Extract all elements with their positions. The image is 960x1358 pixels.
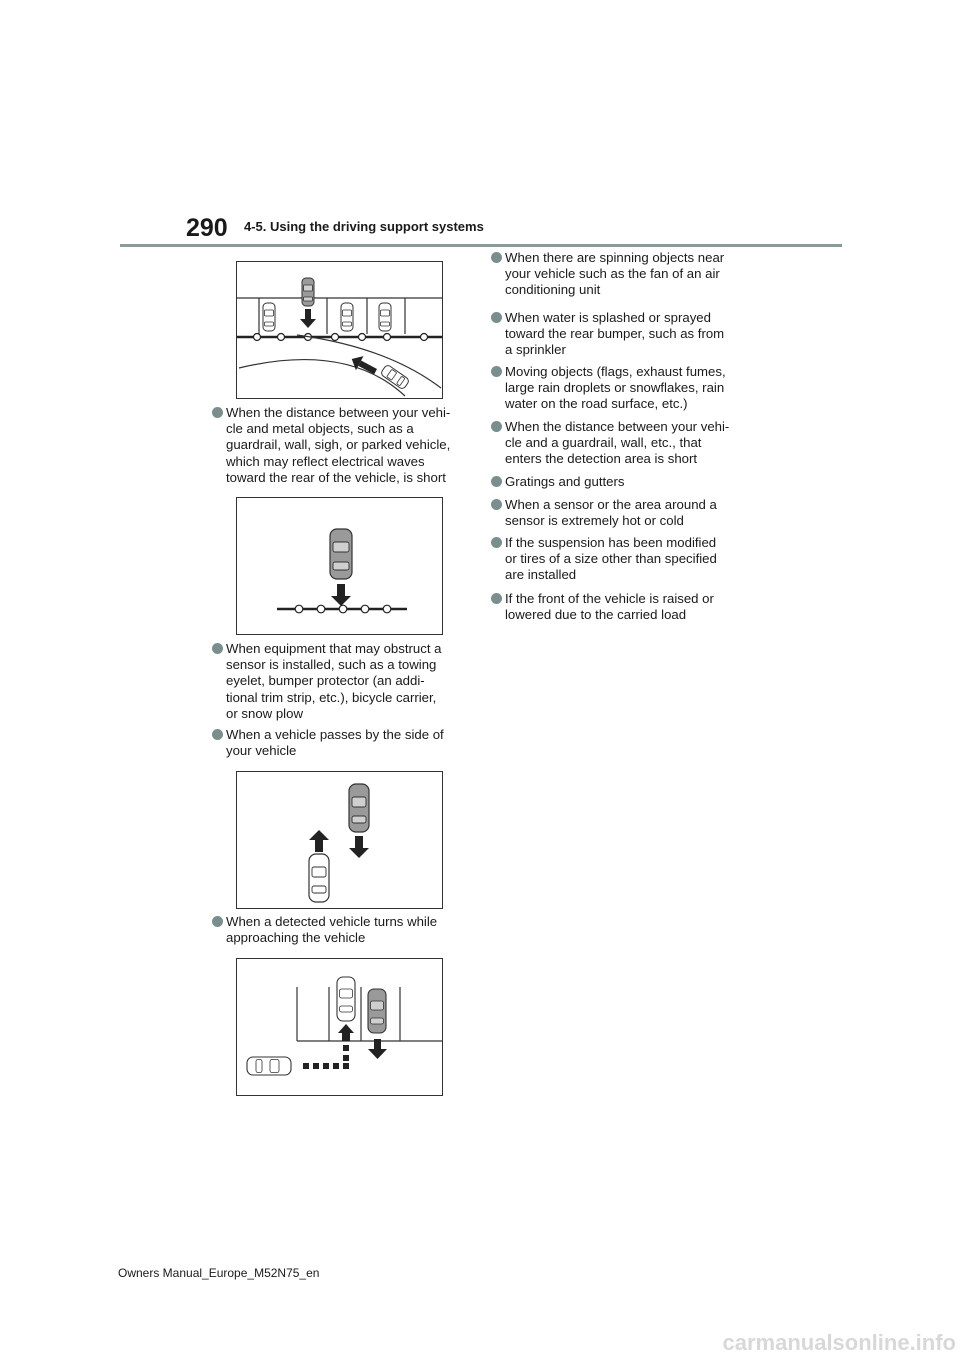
bullet-icon xyxy=(212,916,223,927)
bullet-text: If the suspension has been modified or tires of a size other than specified are installed xyxy=(505,535,717,583)
bullet-text: When there are spinning objects near your vehicle such as the fan of an air conditioning unit xyxy=(505,250,725,298)
bullet-icon xyxy=(212,643,223,654)
figure-obstructing-equipment xyxy=(236,497,443,635)
bullet-icon xyxy=(491,252,502,263)
bullet-icon xyxy=(491,537,502,548)
section-title: 4-5. Using the driving support systems xyxy=(244,219,484,234)
bullet-icon xyxy=(491,476,502,487)
bullet-icon xyxy=(491,421,502,432)
bullet-icon xyxy=(491,312,502,323)
list-item xyxy=(491,364,761,413)
list-item xyxy=(491,419,761,468)
bullet-icon xyxy=(212,729,223,740)
figure-vehicle-turning xyxy=(236,958,443,1096)
bullet-text: When the distance between your vehi- cle and metal objects, such as a guardrail, wall, sigh, or parked vehicle, which may reflect electrical waves toward the rear of the vehicle, is short xyxy=(226,405,451,485)
bullet-text: When a vehicle passes by the side of your vehicle xyxy=(226,727,444,759)
watermark: carmanualsonline.info xyxy=(722,1330,956,1355)
list-item xyxy=(491,310,761,359)
list-item xyxy=(491,535,761,584)
bullet-text: When a sensor or the area around a sensor is extremely hot or cold xyxy=(505,497,717,529)
bullet-text: Gratings and gutters xyxy=(505,474,625,489)
bullet-text: If the front of the vehicle is raised or lowered due to the carried load xyxy=(505,591,714,623)
header-rule xyxy=(120,244,842,247)
page-number: 290 xyxy=(186,214,228,242)
list-item xyxy=(212,914,472,946)
bullet-icon xyxy=(491,366,502,377)
list-item xyxy=(491,474,761,490)
bullet-icon xyxy=(491,593,502,604)
bullet-text: When a detected vehicle turns while approaching the vehicle xyxy=(226,914,438,946)
list-item xyxy=(212,405,472,486)
bullet-text: When water is splashed or sprayed toward the rear bumper, such as from a sprinkler xyxy=(505,310,725,358)
bullet-text: Moving objects (flags, exhaust fumes, large rain droplets or snowflakes, rain water on the road surface, etc.) xyxy=(505,364,726,412)
footer-text: Owners Manual_Europe_M52N75_en xyxy=(118,1266,320,1280)
figure-guardrail-parked-vehicles xyxy=(236,261,443,399)
figure-vehicle-passing xyxy=(236,771,443,909)
list-item xyxy=(212,727,472,759)
list-item xyxy=(212,641,472,722)
bullet-text: When the distance between your vehi- cle and a guardrail, wall, etc., that enters the detection area is short xyxy=(505,419,730,467)
bullet-icon xyxy=(212,407,223,418)
list-item xyxy=(491,591,761,623)
bullet-icon xyxy=(491,499,502,510)
list-item xyxy=(491,250,761,299)
bullet-text: When equipment that may obstruct a sensor is installed, such as a towing eyelet, bumper protector (an addi- tional trim strip, etc.), bicycle carrier, or snow plow xyxy=(226,641,442,721)
list-item xyxy=(491,497,761,529)
